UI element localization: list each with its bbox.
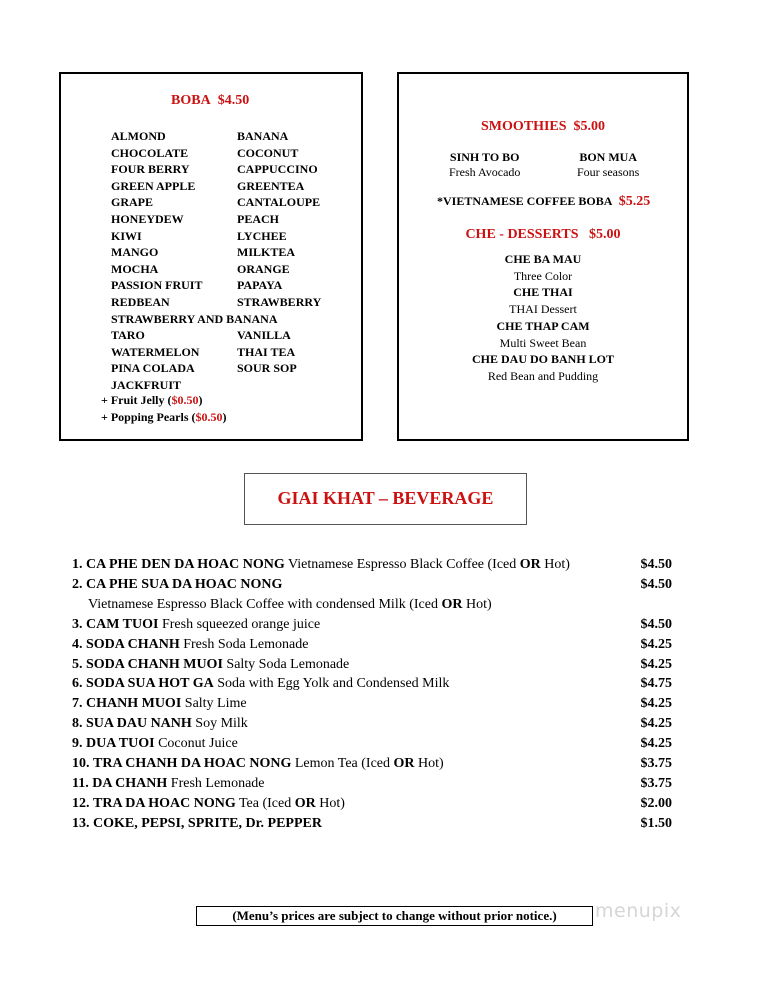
che-item-name: CHE THAI — [513, 285, 573, 300]
price-notice: (Menu’s prices are subject to change without prior notice.) — [196, 906, 593, 926]
flavor-name: PEACH — [237, 211, 279, 226]
beverage-desc: Hot) — [414, 756, 444, 772]
flavor-row — [111, 128, 321, 145]
beverage-header — [244, 473, 527, 525]
beverage-desc: Tea (Iced — [238, 795, 295, 811]
beverage-number: 13. — [72, 815, 90, 831]
beverage-price: $4.50 — [640, 616, 672, 632]
flavor-name: BANANA — [237, 129, 289, 143]
flavor-name: THAI TEA — [237, 344, 296, 359]
beverage-row — [72, 555, 672, 575]
flavor-name: STRAWBERRY — [237, 294, 322, 309]
flavor-row — [111, 261, 321, 278]
beverage-price: $4.25 — [640, 716, 672, 732]
beverage-row — [72, 635, 672, 655]
beverage-price: $4.25 — [640, 696, 672, 712]
beverage-price: $2.00 — [640, 795, 672, 811]
beverage-name: CA PHE DEN DA HOAC NONG — [86, 557, 285, 572]
che-item-name: CHE DAU DO BANH LOT — [471, 352, 614, 367]
beverage-row — [72, 814, 672, 834]
flavor-name: MANGO — [111, 245, 159, 260]
beverage-row — [72, 694, 672, 714]
che-item-desc: Three Color — [513, 268, 573, 283]
beverage-number: 3. — [72, 616, 86, 632]
beverage-desc: Vietnamese Espresso Black Coffee with condensed Milk (Iced — [88, 596, 442, 612]
flavor-name: VANILLA — [237, 328, 291, 343]
flavor-name: TARO — [111, 328, 145, 343]
smoothie-name: BON MUA — [579, 150, 637, 164]
flavor-name: CAPPUCCINO — [237, 162, 318, 177]
flavor-name: GREENTEA — [237, 178, 305, 193]
watermark: menupix — [595, 900, 682, 922]
flavor-row — [111, 277, 321, 294]
flavor-row — [111, 327, 321, 344]
beverage-price: $4.75 — [640, 676, 672, 692]
beverage-number: 1. — [72, 557, 83, 572]
beverage-number: 8. — [72, 716, 86, 732]
flavor-name: PAPAYA — [237, 278, 283, 293]
flavor-row — [111, 244, 321, 261]
addon-item: + Fruit Jelly ($0.50) — [101, 393, 203, 407]
beverage-item — [72, 575, 282, 595]
beverage-item — [72, 635, 308, 655]
beverage-desc: Fresh squeezed orange juice — [161, 616, 321, 632]
beverage-name: DA CHANH — [92, 775, 168, 791]
flavor-name: ORANGE — [237, 261, 290, 276]
beverage-number: 10. — [72, 756, 90, 772]
che-list — [399, 251, 687, 385]
beverage-item — [72, 794, 345, 814]
beverage-row — [72, 615, 672, 635]
beverage-row — [72, 794, 672, 814]
flavor-name: CHOCOLATE — [111, 145, 189, 160]
beverage-row — [72, 575, 672, 595]
beverage-desc: Hot) — [540, 557, 570, 572]
smoothies-che-section — [397, 72, 689, 441]
beverage-or: OR — [441, 596, 463, 612]
smoothie-desc: Four seasons — [577, 165, 640, 179]
beverage-desc: Fresh Lemonade — [170, 775, 265, 791]
flavor-name: MOCHA — [111, 261, 159, 276]
che-price: $5.00 — [589, 227, 621, 242]
che-item-desc: Multi Sweet Bean — [499, 335, 587, 350]
flavor-name: PASSION FRUIT — [111, 278, 203, 293]
beverage-row — [72, 714, 672, 734]
beverage-desc: Salty Soda Lemonade — [226, 656, 350, 672]
beverage-number: 5. — [72, 656, 86, 672]
beverage-name: SODA SUA HOT GA — [86, 676, 214, 692]
flavor-name: ALMOND — [111, 129, 166, 143]
beverage-name: SODA CHANH — [86, 636, 180, 652]
beverage-desc: Soda with Egg Yolk and Condensed Milk — [217, 676, 450, 692]
beverage-price: $4.25 — [640, 736, 672, 752]
flavor-name: GREEN APPLE — [111, 178, 196, 193]
beverage-name: SODA CHANH MUOI — [86, 656, 223, 672]
beverage-price: $4.25 — [640, 656, 672, 672]
flavor-row — [111, 294, 321, 311]
che-item-name: CHE BA MAU — [504, 252, 582, 266]
beverage-number: 4. — [72, 636, 86, 652]
smoothie-item — [577, 150, 639, 180]
beverage-item — [72, 814, 322, 834]
beverage-item — [72, 655, 349, 675]
che-title-text: CHE - DESSERTS — [465, 227, 579, 242]
beverage-title: GIAI KHAT – BEVERAGE — [277, 488, 494, 508]
addon-item: + Popping Pearls ($0.50) — [101, 410, 227, 424]
flavor-name: WATERMELON — [111, 344, 200, 359]
che-title — [399, 227, 687, 243]
beverage-row — [72, 674, 672, 694]
addon-price: $0.50 — [171, 393, 199, 407]
beverage-desc: Salty Lime — [184, 696, 247, 712]
beverage-price: $4.50 — [640, 557, 672, 572]
boba-addons — [101, 392, 227, 426]
flavor-name: JACKFRUIT — [111, 377, 182, 392]
flavor-row — [111, 377, 321, 394]
flavor-row — [111, 228, 321, 245]
beverage-or: OR — [393, 756, 415, 772]
beverage-name: TRA DA HOAC NONG — [93, 795, 236, 811]
addon-price: $0.50 — [195, 410, 223, 424]
flavor-name: GRAPE — [111, 195, 153, 210]
flavor-row — [111, 311, 321, 328]
flavor-row — [111, 360, 321, 377]
beverage-name: SUA DAU NANH — [86, 716, 192, 732]
beverage-desc: Lemon Tea (Iced — [294, 756, 394, 772]
beverage-item — [72, 674, 449, 694]
che-item-name: CHE THAP CAM — [496, 318, 590, 333]
che-item-desc: Red Bean and Pudding — [487, 368, 599, 383]
vcb-price: $5.25 — [618, 194, 651, 209]
beverage-number: 2. — [72, 576, 83, 592]
vietnamese-coffee-boba — [437, 194, 650, 210]
boba-section — [59, 72, 363, 441]
beverage-number: 6. — [72, 676, 86, 692]
boba-title-text: BOBA — [171, 93, 211, 108]
smoothie-desc: Fresh Avocado — [449, 165, 521, 179]
beverage-row — [72, 655, 672, 675]
boba-flavor-list — [111, 128, 321, 394]
beverage-price: $4.25 — [640, 636, 672, 652]
smoothies-title-text: SMOOTHIES — [480, 119, 567, 134]
beverage-number: 9. — [72, 736, 86, 752]
smoothie-item — [449, 150, 520, 180]
beverage-row — [72, 754, 672, 774]
flavor-row — [111, 178, 321, 195]
beverage-name: CAM TUOI — [86, 616, 159, 632]
beverage-desc: Hot) — [462, 596, 492, 612]
beverage-item — [72, 774, 265, 794]
vcb-label: *VIETNAMESE COFFEE BOBA — [437, 194, 612, 208]
smoothie-name: SINH TO BO — [449, 150, 520, 164]
beverage-price: $1.50 — [640, 815, 672, 831]
beverage-desc: Coconut Juice — [158, 736, 238, 752]
beverage-item — [72, 555, 570, 575]
flavor-row — [111, 194, 321, 211]
flavor-name: KIWI — [111, 228, 142, 243]
beverage-list — [72, 555, 672, 834]
beverage-subdesc — [72, 595, 672, 615]
flavor-row — [111, 161, 321, 178]
flavor-name: LYCHEE — [237, 228, 287, 243]
flavor-name: CANTALOUPE — [237, 195, 321, 210]
flavor-name: REDBEAN — [111, 294, 170, 309]
beverage-name: CHANH MUOI — [86, 696, 182, 712]
addon-label: + Fruit Jelly — [101, 393, 165, 407]
che-item-desc: THAI Dessert — [509, 302, 577, 317]
beverage-or: OR — [519, 557, 541, 572]
smoothies-price: $5.00 — [573, 119, 606, 134]
addon-label: + Popping Pearls — [101, 410, 189, 424]
flavor-row — [111, 211, 321, 228]
beverage-row — [72, 774, 672, 794]
beverage-item — [72, 615, 320, 635]
flavor-row — [111, 145, 321, 162]
smoothies-title — [399, 119, 687, 135]
beverage-number: 7. — [72, 696, 86, 712]
beverage-name: COKE, PEPSI, SPRITE, Dr. PEPPER — [93, 815, 322, 831]
flavor-name: PINA COLADA — [111, 361, 195, 376]
flavor-name: STRAWBERRY AND BANANA — [111, 311, 278, 326]
flavor-name: FOUR BERRY — [111, 162, 190, 177]
flavor-name: MILKTEA — [237, 245, 296, 260]
beverage-or: OR — [294, 795, 316, 811]
beverage-name: TRA CHANH DA HOAC NONG — [93, 756, 292, 772]
flavor-name: COCONUT — [237, 145, 299, 160]
beverage-desc: Soy Milk — [195, 716, 248, 732]
beverage-desc: Fresh Soda Lemonade — [183, 636, 309, 652]
beverage-desc: Vietnamese Espresso Black Coffee (Iced — [287, 557, 520, 572]
beverage-number: 11. — [72, 775, 89, 791]
beverage-item — [72, 754, 444, 774]
flavor-name: HONEYDEW — [111, 211, 184, 226]
beverage-item — [72, 714, 248, 734]
flavor-row — [111, 344, 321, 361]
beverage-price: $3.75 — [640, 756, 672, 772]
beverage-desc: Hot) — [315, 795, 345, 811]
beverage-number: 12. — [72, 795, 90, 811]
beverage-price: $4.50 — [640, 576, 672, 592]
flavor-name: SOUR SOP — [237, 361, 297, 376]
beverage-row — [72, 734, 672, 754]
beverage-item — [72, 694, 247, 714]
beverage-name: DUA TUOI — [86, 736, 155, 752]
boba-title — [61, 93, 361, 109]
boba-price: $4.50 — [217, 93, 250, 108]
beverage-name: CA PHE SUA DA HOAC NONG — [86, 576, 283, 592]
beverage-item — [72, 734, 238, 754]
beverage-price: $3.75 — [640, 775, 672, 791]
